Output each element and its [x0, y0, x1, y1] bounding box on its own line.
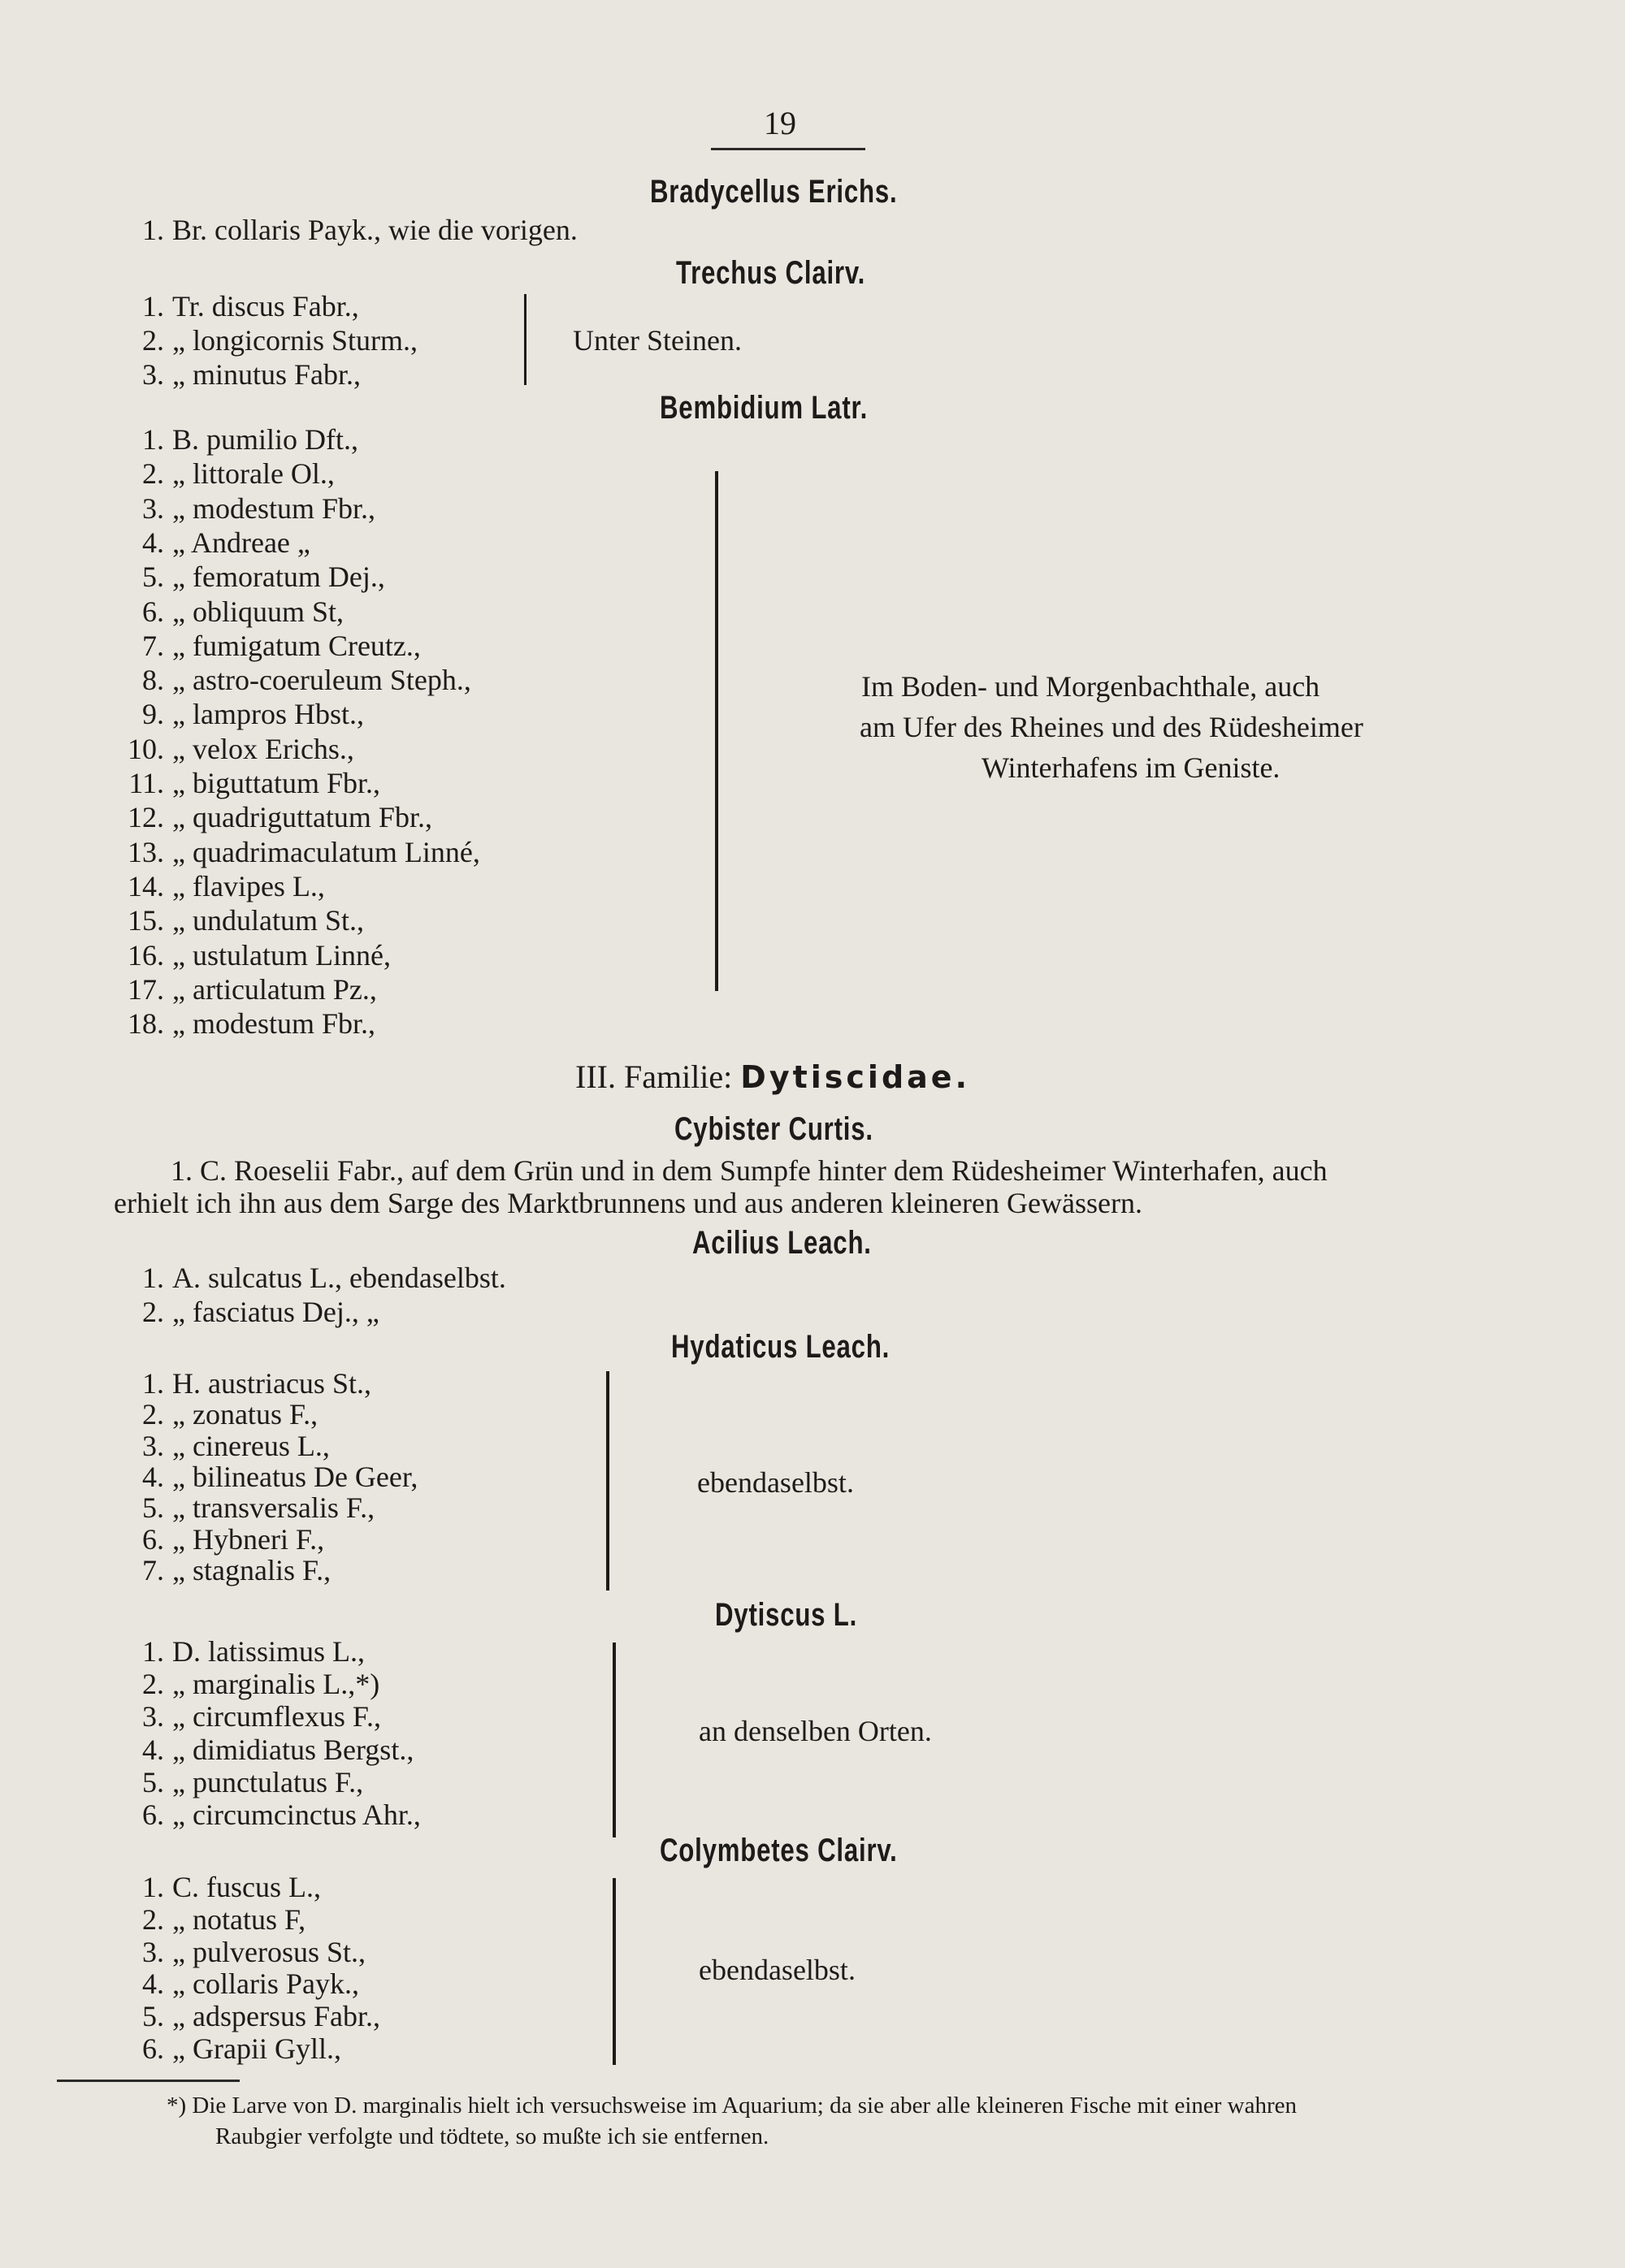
brace-trechus — [524, 294, 526, 385]
species-name: „ stagnalis F., — [172, 1553, 332, 1586]
habitat-note-trechus: Unter Steinen. — [573, 324, 742, 357]
genus-heading-colymbetes: Colymbetes Clairv. — [660, 1833, 898, 1868]
species-number: 15. — [128, 904, 164, 937]
species-name: „ articulatum Pz., — [172, 972, 377, 1006]
species-number: 3. — [142, 491, 164, 525]
species-number: 10. — [128, 732, 164, 765]
species-number: 9. — [142, 698, 164, 731]
species-name: „ Grapii Gyll., — [172, 2032, 341, 2065]
species-number: 5. — [142, 2000, 164, 2033]
species-name: D. latissimus L., — [172, 1635, 366, 1668]
genus-heading-cybister: Cybister Curtis. — [674, 1111, 873, 1147]
species-name: „ Hybneri F., — [172, 1522, 325, 1556]
page-number: 19 — [764, 105, 796, 141]
footnote-line-2: Raubgier verfolgte und tödtete, so mußte ich sie entfernen. — [215, 2123, 769, 2149]
genus-heading-hydaticus: Hydaticus Leach. — [671, 1329, 890, 1365]
species-name: „ obliquum St, — [172, 595, 344, 628]
species-number: 1. — [142, 1367, 164, 1400]
species-number: 12. — [128, 801, 164, 834]
species-name: „ adspersus Fabr., — [172, 2000, 380, 2033]
footnote-line-1: *) Die Larve von D. marginalis hielt ich versuchsweise im Aquarium; da sie aber alle kleineren Fische mit einer wahren — [167, 2093, 1298, 2119]
species-number: 3. — [142, 1700, 164, 1733]
footnote-rule — [57, 2080, 240, 2082]
species-number: 1. — [142, 1262, 164, 1294]
habitat-note-dytiscus: an denselben Orten. — [699, 1715, 932, 1747]
species-name: „ lampros Hbst., — [172, 698, 364, 731]
species-name: „ fasciatus Dej., „ — [172, 1296, 379, 1328]
species-number: 6. — [142, 2032, 164, 2065]
species-name: „ marginalis L.,*) — [172, 1668, 380, 1701]
species-number: 2. — [142, 1398, 164, 1431]
species-name: „ astro-coeruleum Steph., — [172, 664, 471, 697]
brace-bembidium — [715, 471, 718, 991]
species-name: Br. collaris Payk., wie die vorigen. — [172, 214, 578, 246]
species-number: 1. — [142, 423, 164, 456]
species-name: „ ustulatum Linné, — [172, 938, 391, 972]
species-name: „ fumigatum Creutz., — [172, 629, 421, 662]
species-number: 7. — [142, 629, 164, 662]
brace-colymbetes — [613, 1878, 616, 2065]
species-name: „ biguttatum Fbr., — [172, 767, 380, 799]
species-number: 4. — [142, 1967, 164, 2001]
habitat-note-hydaticus: ebendaselbst. — [697, 1466, 854, 1499]
species-name: „ collaris Payk., — [172, 1967, 359, 2001]
family-label: III. Familie: — [575, 1058, 733, 1095]
species-number: 5. — [142, 1765, 164, 1798]
brace-hydaticus — [606, 1371, 609, 1591]
species-name: „ modestum Fbr., — [172, 1007, 375, 1041]
species-number: 7. — [142, 1553, 164, 1586]
species-number: 1. — [142, 1871, 164, 1903]
family-name: Dytiscidae. — [740, 1059, 971, 1095]
species-number: 2. — [142, 1902, 164, 1936]
species-name: „ undulatum St., — [172, 904, 364, 937]
page-number-rule — [711, 148, 865, 150]
cybister-text-line-1: 1. C. Roeselii Fabr., auf dem Grün und in dem Sumpfe hinter dem Rüdesheimer Winterhafen, auch — [171, 1154, 1328, 1187]
species-number: 4. — [142, 1460, 164, 1493]
genus-heading-acilius: Acilius Leach. — [692, 1225, 872, 1261]
species-name: H. austriacus St., — [172, 1367, 371, 1400]
species-name: „ littorale Ol., — [172, 457, 335, 491]
species-name: „ femoratum Dej., — [172, 561, 385, 594]
habitat-note-colymbetes: ebendaselbst. — [699, 1954, 856, 1986]
species-number: 6. — [142, 1798, 164, 1831]
species-number: 8. — [142, 664, 164, 697]
species-number: 6. — [142, 1522, 164, 1556]
genus-heading-trechus: Trechus Clairv. — [676, 255, 866, 291]
species-name: C. fuscus L., — [172, 1871, 321, 1903]
species-name: „ circumflexus F., — [172, 1700, 382, 1733]
species-name: „ quadrimaculatum Linné, — [172, 835, 480, 868]
species-number: 1. — [142, 1635, 164, 1668]
species-number: 2. — [142, 1296, 164, 1328]
species-name: A. sulcatus L., ebendaselbst. — [172, 1262, 506, 1294]
species-number: 2. — [142, 1668, 164, 1701]
species-number: 1. — [142, 214, 164, 246]
species-name: „ transversalis F., — [172, 1491, 375, 1525]
species-name: „ Andreae „ — [172, 526, 310, 559]
species-name: „ pulverosus St., — [172, 1935, 366, 1968]
genus-heading-bradycellus: Bradycellus Erichs. — [650, 174, 898, 210]
species-name: „ circumcinctus Ahr., — [172, 1798, 421, 1831]
brace-dytiscus — [613, 1643, 616, 1837]
species-name: „ velox Erichs., — [172, 732, 354, 765]
species-number: 11. — [128, 767, 164, 799]
cybister-text-line-2: erhielt ich ihn aus dem Sarge des Marktbrunnens und aus anderen kleineren Gewässern. — [114, 1187, 1142, 1219]
genus-heading-bembidium: Bembidium Latr. — [660, 390, 869, 426]
species-name: „ modestum Fbr., — [172, 491, 375, 525]
species-number: 4. — [142, 526, 164, 559]
habitat-note-line-2: am Ufer des Rheines und des Rüdesheimer — [860, 711, 1363, 743]
species-number: 3. — [142, 1429, 164, 1462]
habitat-note-line-1: Im Boden- und Morgenbachthale, auch — [861, 670, 1320, 703]
genus-heading-dytiscus: Dytiscus L. — [715, 1597, 858, 1633]
species-name: „ quadriguttatum Fbr., — [172, 801, 432, 834]
species-number: 2. — [142, 324, 164, 357]
species-name: „ longicornis Sturm., — [172, 324, 418, 357]
species-name: Tr. discus Fabr., — [172, 290, 359, 322]
species-name: „ bilineatus De Geer, — [172, 1460, 418, 1493]
species-name: „ notatus F, — [172, 1902, 306, 1936]
species-name: „ flavipes L., — [172, 869, 325, 902]
species-number: 17. — [128, 972, 164, 1006]
species-name: „ dimidiatus Bergst., — [172, 1733, 414, 1766]
species-number: 14. — [128, 869, 164, 902]
species-number: 16. — [128, 938, 164, 972]
species-name: „ punctulatus F., — [172, 1765, 364, 1798]
species-name: „ minutus Fabr., — [172, 358, 361, 391]
species-number: 6. — [142, 595, 164, 628]
habitat-note-line-3: Winterhafens im Geniste. — [982, 751, 1280, 784]
species-number: 5. — [142, 561, 164, 594]
species-number: 3. — [142, 1935, 164, 1968]
species-number: 3. — [142, 358, 164, 391]
species-number: 5. — [142, 1491, 164, 1525]
species-number: 2. — [142, 457, 164, 491]
species-number: 1. — [142, 290, 164, 322]
species-number: 13. — [128, 835, 164, 868]
family-heading — [575, 1058, 970, 1096]
species-name: B. pumilio Dft., — [172, 423, 359, 456]
species-name: „ cinereus L., — [172, 1429, 330, 1462]
species-name: „ zonatus F., — [172, 1398, 318, 1431]
species-number: 4. — [142, 1733, 164, 1766]
species-number: 18. — [128, 1007, 164, 1041]
